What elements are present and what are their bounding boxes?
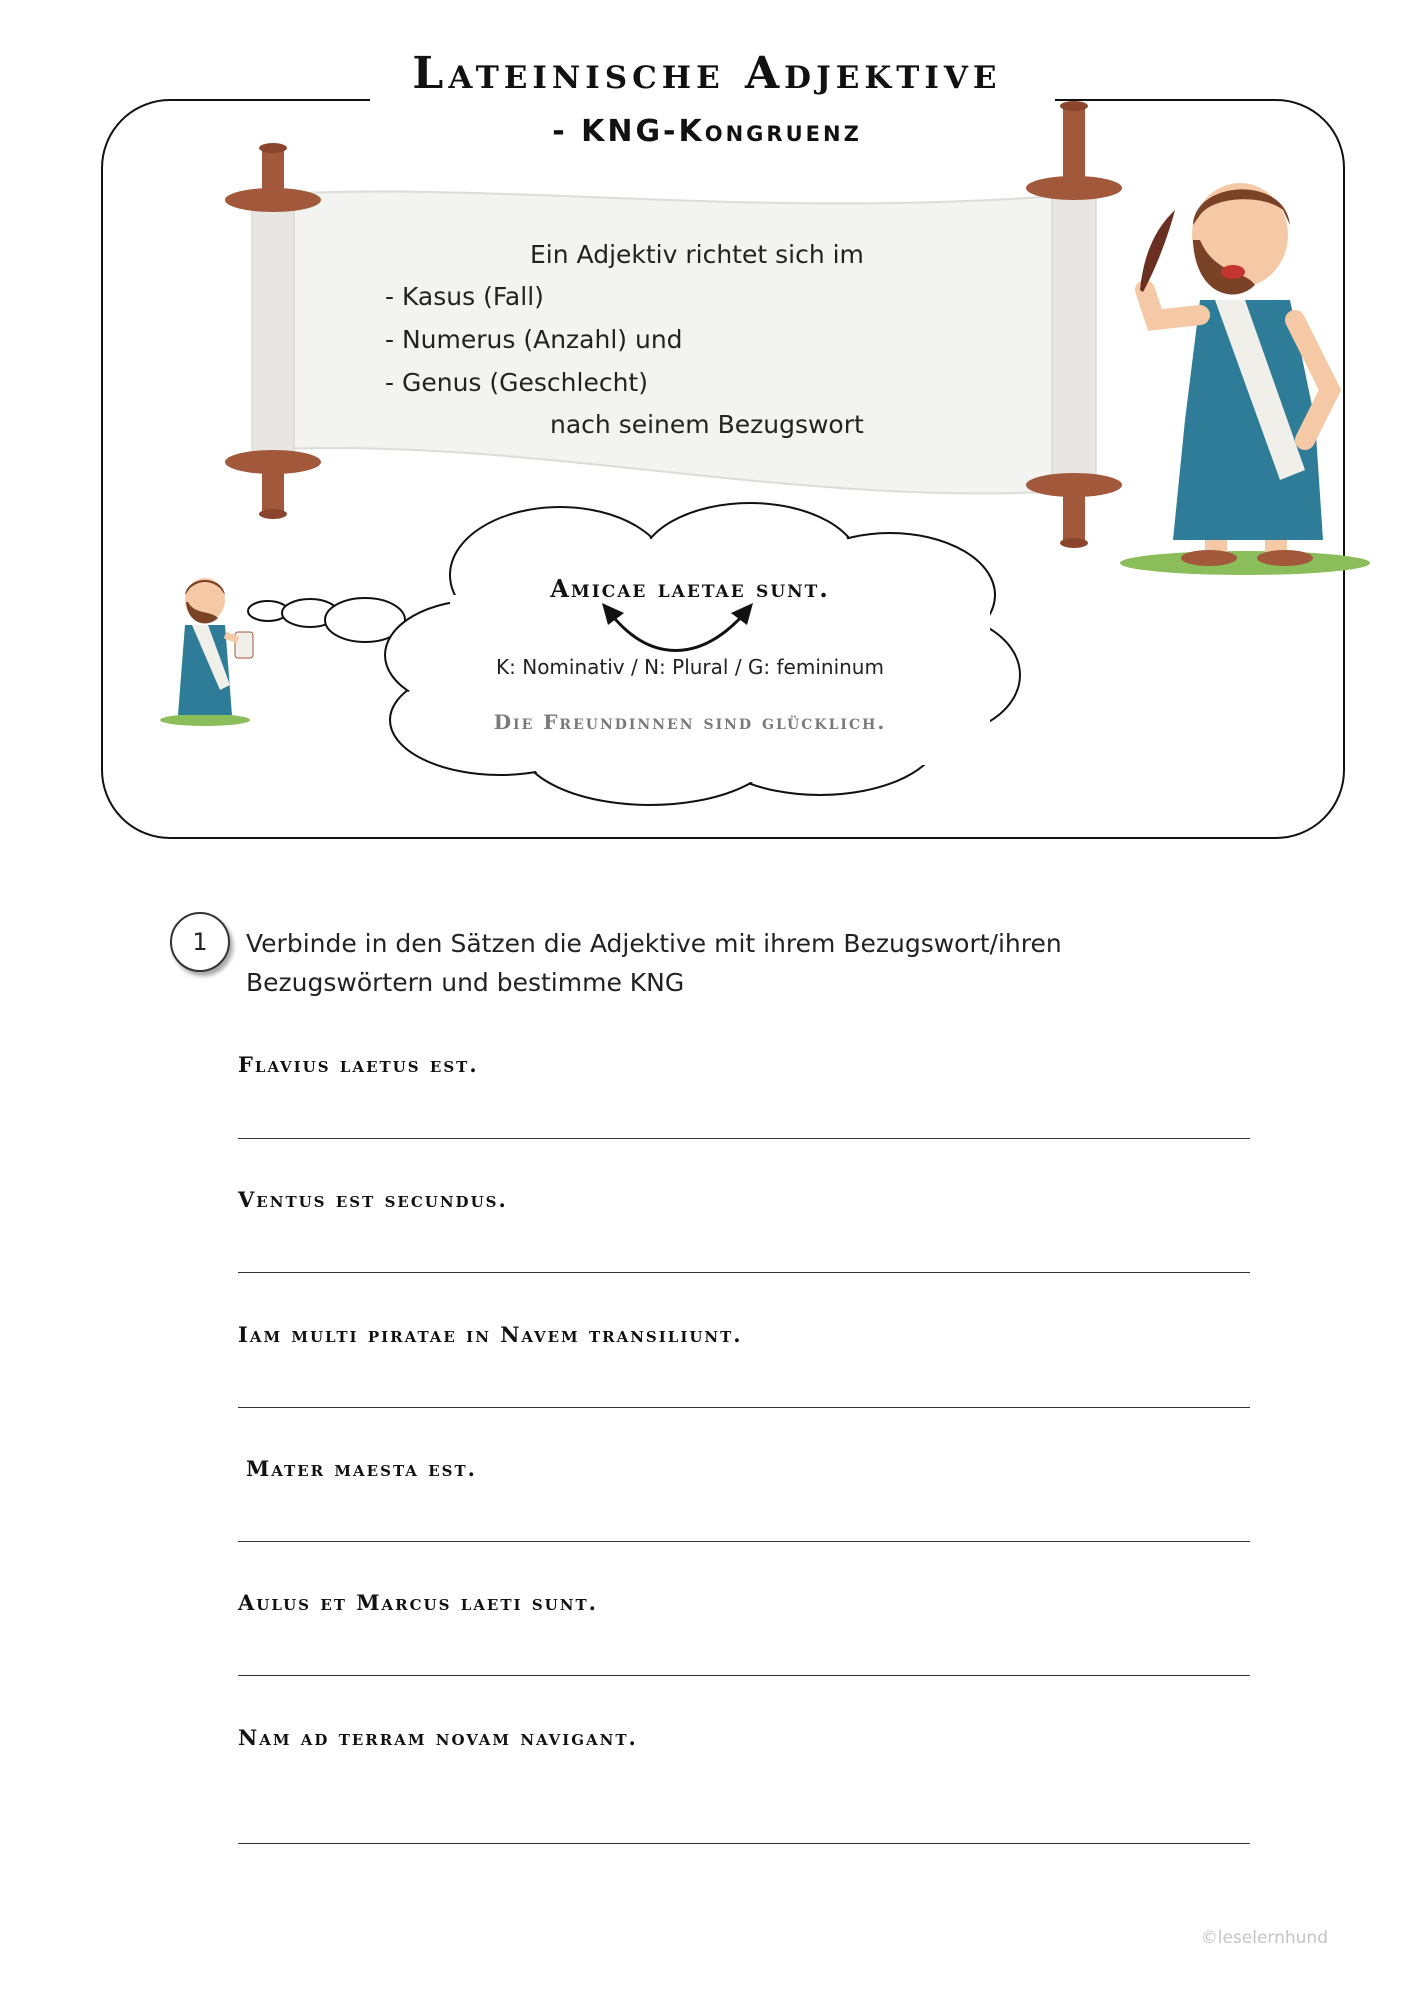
page-title: Lateinische Adjektive — [412, 48, 1002, 99]
scroll-item-genus: - Genus (Geschlecht) — [385, 368, 648, 397]
answer-line-3[interactable] — [238, 1407, 1250, 1408]
exercise-sentence-1: Flavius laetus est. — [238, 1052, 479, 1077]
answer-line-6[interactable] — [238, 1843, 1250, 1844]
exercise-sentence-5: Aulus et Marcus laeti sunt. — [238, 1590, 598, 1615]
scroll-item-kasus: - Kasus (Fall) — [385, 282, 544, 311]
scroll-outro: nach seinem Bezugswort — [550, 410, 864, 439]
page-subtitle: - KNG-Kongruenz — [552, 114, 862, 149]
task-number-badge: 1 — [170, 912, 230, 972]
task-instruction: Verbinde in den Sätzen die Adjektive mit ihrem Bezugswort/ihren Bezugswörtern und bestimme KNG — [246, 929, 1062, 997]
example-sentence: Amicae laetae sunt. — [550, 574, 830, 603]
example-translation: Die Freundinnen sind glücklich. — [493, 710, 887, 734]
roman-writer-figure — [1105, 170, 1385, 590]
scroll-intro: Ein Adjektiv richtet sich im — [530, 240, 864, 269]
answer-line-2[interactable] — [238, 1272, 1250, 1273]
scroll-item-numerus: - Numerus (Anzahl) und — [385, 325, 683, 354]
exercise-sentence-6: Nam ad terram novam navigant. — [238, 1725, 638, 1750]
exercise-sentence-2: Ventus est secundus. — [238, 1187, 508, 1212]
exercise-sentence-4: Mater maesta est. — [246, 1456, 477, 1481]
answer-line-1[interactable] — [238, 1138, 1250, 1139]
exercise-sentence-3: Iam multi piratae in Navem transiliunt. — [238, 1322, 743, 1347]
example-kng: K: Nominativ / N: Plural / G: femininum — [496, 655, 884, 679]
answer-line-4[interactable] — [238, 1541, 1250, 1542]
copyright-notice: ©leselernhund — [1200, 1928, 1328, 1948]
answer-line-5[interactable] — [238, 1675, 1250, 1676]
